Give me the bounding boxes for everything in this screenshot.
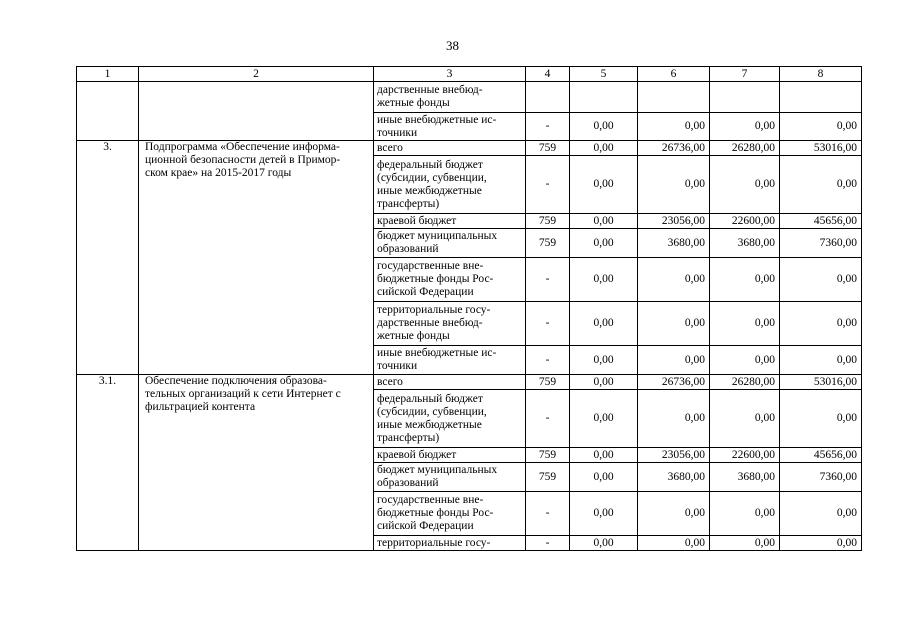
amount-cell-c5: 0,00 bbox=[570, 229, 638, 258]
amount-cell-c4: - bbox=[526, 346, 570, 375]
amount-cell-c7: 0,00 bbox=[710, 258, 780, 302]
table-row bbox=[77, 375, 862, 390]
amount-cell-c8: 0,00 bbox=[780, 258, 862, 302]
amount-cell-c6: 0,00 bbox=[638, 258, 710, 302]
funding-source-cell: территориальные госу- bbox=[374, 536, 526, 551]
column-header: 8 bbox=[780, 67, 862, 82]
amount-cell-c8: 45656,00 bbox=[780, 448, 862, 463]
amount-cell-c5: 0,00 bbox=[570, 448, 638, 463]
row-number-cell: 3. bbox=[77, 141, 139, 375]
amount-cell-c6: 0,00 bbox=[638, 156, 710, 214]
amount-cell-c5: 0,00 bbox=[570, 346, 638, 375]
amount-cell-c4: 759 bbox=[526, 448, 570, 463]
amount-cell-c8: 53016,00 bbox=[780, 375, 862, 390]
funding-source-cell: краевой бюджет bbox=[374, 448, 526, 463]
amount-cell-c6: 0,00 bbox=[638, 536, 710, 551]
row-number-cell: 3.1. bbox=[77, 375, 139, 551]
amount-cell-c7: 26280,00 bbox=[710, 375, 780, 390]
row-number-cell bbox=[77, 82, 139, 141]
amount-cell-c5 bbox=[570, 82, 638, 113]
funding-source-cell: краевой бюджет bbox=[374, 214, 526, 229]
amount-cell-c7: 3680,00 bbox=[710, 463, 780, 492]
funding-source-cell: бюджет муниципальных образований bbox=[374, 463, 526, 492]
amount-cell-c5: 0,00 bbox=[570, 141, 638, 156]
amount-cell-c4: 759 bbox=[526, 229, 570, 258]
amount-cell-c5: 0,00 bbox=[570, 214, 638, 229]
amount-cell-c5: 0,00 bbox=[570, 113, 638, 141]
amount-cell-c5: 0,00 bbox=[570, 463, 638, 492]
table-row bbox=[77, 141, 862, 156]
amount-cell-c4: - bbox=[526, 113, 570, 141]
funding-source-cell: иные внебюджетные ис- точники bbox=[374, 346, 526, 375]
amount-cell-c6: 0,00 bbox=[638, 390, 710, 448]
amount-cell-c5: 0,00 bbox=[570, 492, 638, 536]
amount-cell-c7: 26280,00 bbox=[710, 141, 780, 156]
amount-cell-c4: - bbox=[526, 302, 570, 346]
amount-cell-c4: - bbox=[526, 536, 570, 551]
funding-source-cell: всего bbox=[374, 141, 526, 156]
amount-cell-c7: 0,00 bbox=[710, 113, 780, 141]
amount-cell-c5: 0,00 bbox=[570, 390, 638, 448]
amount-cell-c8: 0,00 bbox=[780, 492, 862, 536]
amount-cell-c6: 3680,00 bbox=[638, 463, 710, 492]
funding-source-cell: иные внебюджетные ис- точники bbox=[374, 113, 526, 141]
amount-cell-c8 bbox=[780, 82, 862, 113]
amount-cell-c7: 0,00 bbox=[710, 346, 780, 375]
column-header: 1 bbox=[77, 67, 139, 82]
amount-cell-c5: 0,00 bbox=[570, 156, 638, 214]
amount-cell-c7: 22600,00 bbox=[710, 214, 780, 229]
table-header-row bbox=[77, 67, 862, 82]
amount-cell-c8: 7360,00 bbox=[780, 229, 862, 258]
funding-source-cell: федеральный бюджет (субсидии, субвенции, иные межбюджетные трансферты) bbox=[374, 156, 526, 214]
funding-source-cell: федеральный бюджет (субсидии, субвенции, иные межбюджетные трансферты) bbox=[374, 390, 526, 448]
program-name-cell: Подпрограмма «Обеспечение информа- ционной безопасности детей в Примор- ском крае» на 2015-2017 годы bbox=[139, 141, 374, 375]
column-header: 2 bbox=[139, 67, 374, 82]
amount-cell-c8: 0,00 bbox=[780, 302, 862, 346]
column-header: 4 bbox=[526, 67, 570, 82]
column-header: 5 bbox=[570, 67, 638, 82]
funding-source-cell: территориальные госу- дарственные внебюд- жетные фонды bbox=[374, 302, 526, 346]
amount-cell-c4: - bbox=[526, 390, 570, 448]
amount-cell-c8: 0,00 bbox=[780, 346, 862, 375]
amount-cell-c6 bbox=[638, 82, 710, 113]
amount-cell-c4: 759 bbox=[526, 141, 570, 156]
amount-cell-c6: 23056,00 bbox=[638, 214, 710, 229]
funding-source-cell: дарственные внебюд- жетные фонды bbox=[374, 82, 526, 113]
amount-cell-c8: 0,00 bbox=[780, 156, 862, 214]
budget-table bbox=[76, 66, 862, 551]
amount-cell-c5: 0,00 bbox=[570, 536, 638, 551]
amount-cell-c6: 0,00 bbox=[638, 302, 710, 346]
amount-cell-c7: 22600,00 bbox=[710, 448, 780, 463]
amount-cell-c7: 3680,00 bbox=[710, 229, 780, 258]
page-number: 38 bbox=[446, 38, 459, 53]
table-row bbox=[77, 82, 862, 113]
amount-cell-c4 bbox=[526, 82, 570, 113]
amount-cell-c6: 0,00 bbox=[638, 492, 710, 536]
amount-cell-c4: 759 bbox=[526, 375, 570, 390]
column-header: 6 bbox=[638, 67, 710, 82]
amount-cell-c5: 0,00 bbox=[570, 375, 638, 390]
amount-cell-c6: 23056,00 bbox=[638, 448, 710, 463]
amount-cell-c5: 0,00 bbox=[570, 302, 638, 346]
amount-cell-c6: 0,00 bbox=[638, 346, 710, 375]
program-name-cell bbox=[139, 82, 374, 141]
amount-cell-c8: 0,00 bbox=[780, 113, 862, 141]
amount-cell-c5: 0,00 bbox=[570, 258, 638, 302]
amount-cell-c8: 45656,00 bbox=[780, 214, 862, 229]
amount-cell-c7: 0,00 bbox=[710, 492, 780, 536]
amount-cell-c7 bbox=[710, 82, 780, 113]
amount-cell-c8: 7360,00 bbox=[780, 463, 862, 492]
amount-cell-c4: 759 bbox=[526, 463, 570, 492]
amount-cell-c6: 0,00 bbox=[638, 113, 710, 141]
amount-cell-c4: - bbox=[526, 492, 570, 536]
funding-source-cell: государственные вне- бюджетные фонды Рос- сийской Федерации bbox=[374, 492, 526, 536]
funding-source-cell: государственные вне- бюджетные фонды Рос- сийской Федерации bbox=[374, 258, 526, 302]
column-header: 7 bbox=[710, 67, 780, 82]
amount-cell-c4: - bbox=[526, 258, 570, 302]
amount-cell-c7: 0,00 bbox=[710, 390, 780, 448]
amount-cell-c6: 3680,00 bbox=[638, 229, 710, 258]
amount-cell-c4: 759 bbox=[526, 214, 570, 229]
amount-cell-c8: 0,00 bbox=[780, 390, 862, 448]
column-header: 3 bbox=[374, 67, 526, 82]
amount-cell-c7: 0,00 bbox=[710, 302, 780, 346]
amount-cell-c7: 0,00 bbox=[710, 536, 780, 551]
amount-cell-c4: - bbox=[526, 156, 570, 214]
amount-cell-c6: 26736,00 bbox=[638, 141, 710, 156]
amount-cell-c7: 0,00 bbox=[710, 156, 780, 214]
amount-cell-c8: 0,00 bbox=[780, 536, 862, 551]
amount-cell-c8: 53016,00 bbox=[780, 141, 862, 156]
amount-cell-c6: 26736,00 bbox=[638, 375, 710, 390]
program-name-cell: Обеспечение подключения образова- тельных организаций к сети Интернет с фильтрацией контента bbox=[139, 375, 374, 551]
funding-source-cell: бюджет муниципальных образований bbox=[374, 229, 526, 258]
funding-source-cell: всего bbox=[374, 375, 526, 390]
